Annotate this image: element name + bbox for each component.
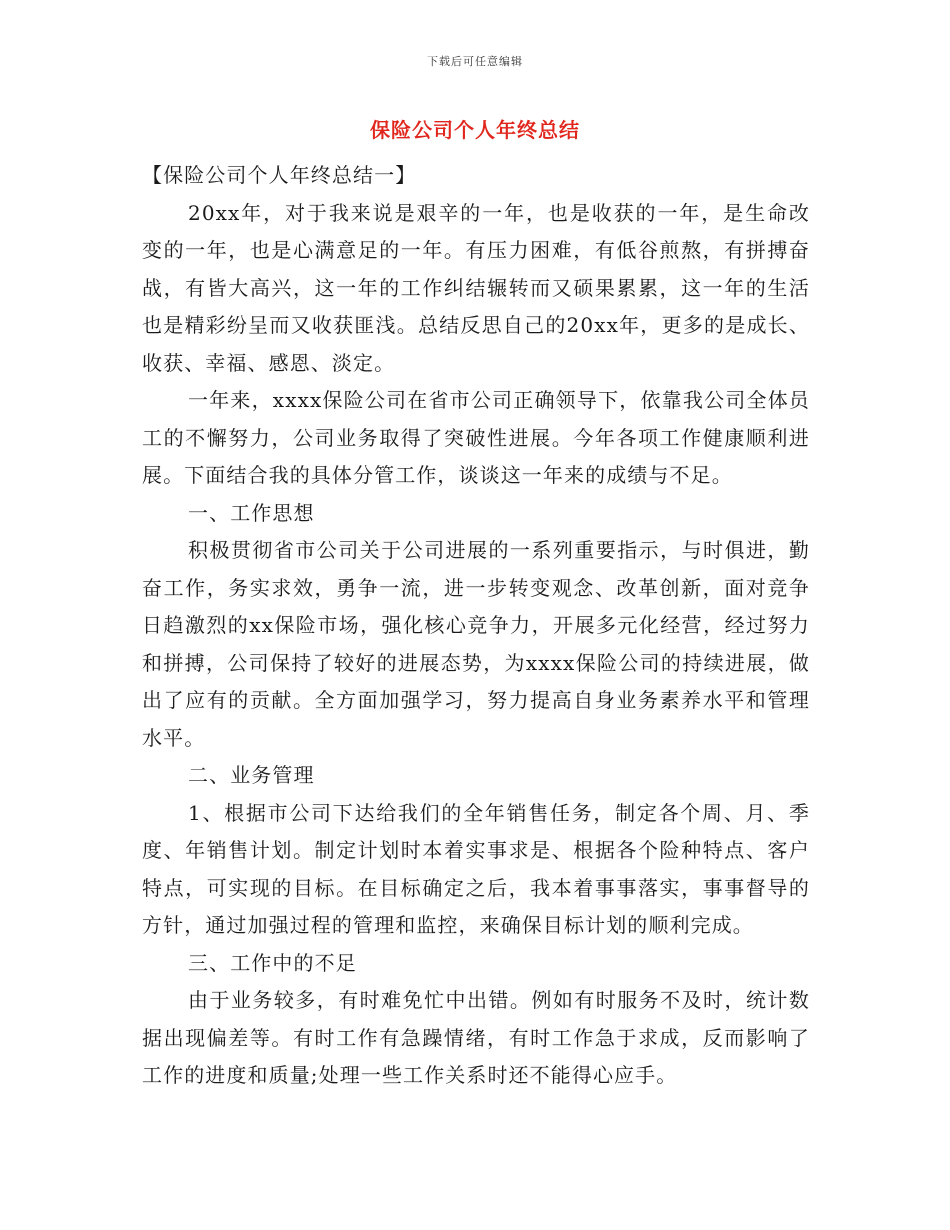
paragraph-overview: 一年来，xxxx保险公司在省市公司正确领导下，依靠我公司全体员工的不懈努力，公司业务取得了突破性进展。今年各项工作健康顺利进展。下面结合我的具体分管工作，谈谈这一年来的成绩与不足。 <box>142 388 810 487</box>
document-title: 保险公司个人年终总结 <box>370 118 580 142</box>
paragraph-shortcomings: 由于业务较多，有时难免忙中出错。例如有时服务不及时，统计数据出现偏差等。有时工作有急躁情绪，有时工作急于求成，反而影响了工作的进度和质量;处理一些工作关系时还不能得心应手。 <box>142 988 810 1087</box>
paragraph-work-thought: 积极贯彻省市公司关于公司进展的一系列重要指示，与时俱进，勤奋工作，务实求效，勇争一流，进一步转变观念、改革创新，面对竞争日趋激烈的xx保险市场，强化核心竞争力，开展多元化经营，经过努力和拼搏，公司保持了较好的进展态势，为xxxx保险公司的持续进展，做出了应有的贡献。全方面加强学习，努力提高自身业务素养水平和管理水平。 <box>142 538 810 750</box>
document-body <box>142 157 810 1095</box>
heading-shortcomings: 三、工作中的不足 <box>188 950 357 975</box>
header-note: 下载后可任意编辑 <box>427 55 523 68</box>
paragraph-intro: 20xx年，对于我来说是艰辛的一年，也是收获的一年，是生命改变的一年，也是心满意足的一年。有压力困难，有低谷煎熬，有拼搏奋战，有皆大高兴，这一年的工作纠结辗转而又硕果累累，这一年的生活也是精彩纷呈而又收获匪浅。总结反思自己的20xx年，更多的是成长、收获、幸福、感恩、淡定。 <box>142 200 810 375</box>
section-heading-1: 【保险公司个人年终总结一】 <box>142 163 417 187</box>
heading-work-thought: 一、工作思想 <box>188 500 315 525</box>
paragraph-business-management: 1、根据市公司下达给我们的全年销售任务，制定各个周、月、季度、年销售计划。制定计划时本着实事求是、根据各个险种特点、客户特点，可实现的目标。在目标确定之后，我本着事事落实，事事督导的方针，通过加强过程的管理和监控，来确保目标计划的顺利完成。 <box>142 800 810 937</box>
heading-business-management: 二、业务管理 <box>188 763 315 787</box>
